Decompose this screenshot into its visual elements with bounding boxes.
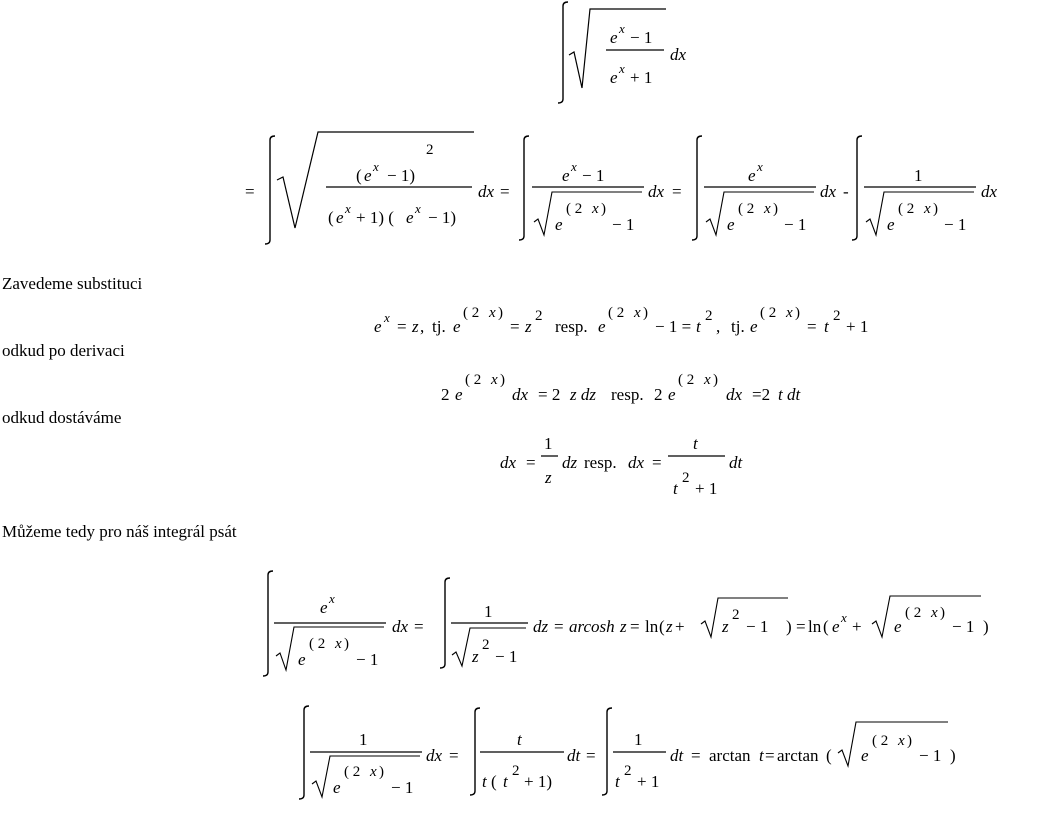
svg-text:e: e	[374, 317, 382, 336]
svg-text:e: e	[861, 746, 869, 765]
svg-text:=2: =2	[752, 385, 771, 404]
svg-text:( 2: ( 2	[463, 305, 480, 321]
svg-text:x: x	[491, 372, 498, 388]
word-tj-1: tj.	[432, 317, 446, 336]
svg-text:z: z	[722, 617, 729, 636]
svg-text:dt: dt	[729, 453, 743, 472]
formula-integral-arcosh	[263, 571, 989, 676]
svg-text:dx: dx	[648, 182, 665, 201]
svg-text:x: x	[592, 201, 599, 217]
word-resp-3: resp.	[584, 453, 617, 472]
svg-text:x: x	[786, 305, 793, 321]
svg-text:− 1: − 1	[612, 215, 635, 234]
formula-derivative	[441, 372, 801, 404]
svg-text:+ 1: + 1	[846, 317, 869, 336]
svg-text:): )	[795, 305, 800, 321]
svg-text:+ 1) (: + 1) (	[356, 208, 394, 227]
svg-text:e: e	[455, 385, 463, 404]
svg-text:− 1: − 1	[746, 617, 769, 636]
svg-text:=: =	[586, 746, 596, 765]
svg-text:=: =	[526, 453, 536, 472]
svg-text:=: =	[765, 746, 775, 765]
svg-text:− 1 =: − 1 =	[655, 317, 692, 336]
svg-text:e: e	[555, 215, 563, 234]
svg-text:2: 2	[682, 470, 690, 486]
svg-text:dx: dx	[628, 453, 645, 472]
word-arctan-1: arctan	[709, 746, 751, 765]
svg-text:t: t	[482, 772, 487, 791]
svg-text:+ 1): + 1)	[524, 772, 552, 791]
svg-text:− 1: − 1	[952, 617, 975, 636]
svg-text:2: 2	[833, 308, 841, 324]
svg-text:+ 1: + 1	[630, 68, 653, 87]
svg-text:x: x	[329, 591, 335, 606]
svg-text:1: 1	[634, 730, 643, 749]
svg-text:( 2: ( 2	[465, 372, 482, 388]
svg-text:z: z	[525, 317, 532, 336]
svg-text:x: x	[384, 310, 390, 325]
svg-text:− 1: − 1	[784, 215, 807, 234]
svg-text:+ 1: + 1	[695, 479, 718, 498]
svg-text:1: 1	[914, 166, 923, 185]
svg-text:z: z	[666, 617, 673, 636]
svg-text:=: =	[691, 746, 701, 765]
svg-text:): )	[643, 305, 648, 321]
svg-text:): )	[498, 305, 503, 321]
svg-text:t: t	[824, 317, 829, 336]
svg-text:( 2: ( 2	[898, 201, 915, 217]
svg-text:x: x	[335, 636, 342, 652]
svg-text:t dt: t dt	[778, 385, 801, 404]
text-substitution-intro: Zavedeme substituci	[2, 274, 143, 293]
svg-text:): )	[713, 372, 718, 388]
svg-text:x: x	[345, 201, 351, 216]
svg-text:− 1: − 1	[495, 647, 518, 666]
word-tj-2: tj.	[731, 317, 745, 336]
svg-text:− 1): − 1)	[387, 166, 415, 185]
svg-text:2: 2	[441, 385, 450, 404]
svg-text:): )	[601, 201, 606, 217]
svg-text:1: 1	[544, 434, 553, 453]
svg-text:e: e	[598, 317, 606, 336]
svg-text:z: z	[472, 647, 479, 666]
svg-text:x: x	[415, 201, 421, 216]
word-ln-1: ln	[645, 617, 659, 636]
svg-text:=: =	[449, 746, 459, 765]
svg-text:− 1: − 1	[582, 166, 605, 185]
svg-text:dz: dz	[562, 453, 578, 472]
svg-text:+: +	[675, 617, 685, 636]
svg-text:=: =	[510, 317, 520, 336]
svg-text:dt: dt	[670, 746, 684, 765]
svg-text:− 1: − 1	[391, 778, 414, 797]
svg-text:− 1: − 1	[630, 28, 653, 47]
svg-text:z: z	[545, 468, 552, 487]
word-resp-1: resp.	[555, 317, 588, 336]
svg-text:=: =	[796, 617, 806, 636]
svg-text:): )	[933, 201, 938, 217]
svg-text:e: e	[562, 166, 570, 185]
svg-text:dx: dx	[820, 182, 837, 201]
svg-text:): )	[379, 764, 384, 780]
svg-text:=: =	[652, 453, 662, 472]
text-integral-intro: Můžeme tedy pro náš integrál psát	[2, 522, 237, 541]
svg-text:2: 2	[624, 763, 632, 779]
svg-text:e: e	[364, 166, 372, 185]
svg-text:): )	[907, 733, 912, 749]
svg-text:-: -	[843, 182, 849, 201]
svg-text:e: e	[298, 650, 306, 669]
svg-text:): )	[950, 746, 956, 765]
formula-expansion	[245, 132, 998, 244]
svg-text:( 2: ( 2	[905, 605, 922, 621]
svg-text:): )	[983, 617, 989, 636]
svg-text:( 2: ( 2	[344, 764, 361, 780]
formula-dx	[500, 434, 744, 498]
svg-text:=: =	[397, 317, 407, 336]
text-obtain-intro: odkud dostáváme	[2, 408, 122, 427]
svg-text:+ 1: + 1	[637, 772, 660, 791]
svg-text:x: x	[924, 201, 931, 217]
svg-text:t: t	[503, 772, 508, 791]
svg-text:e: e	[894, 617, 902, 636]
svg-text:( 2: ( 2	[309, 636, 326, 652]
svg-text:+: +	[852, 617, 862, 636]
svg-text:x: x	[764, 201, 771, 217]
svg-text:x: x	[370, 764, 377, 780]
svg-text:x: x	[841, 610, 847, 625]
svg-text:( 2: ( 2	[566, 201, 583, 217]
svg-text:− 1: − 1	[944, 215, 967, 234]
svg-text:=: =	[414, 617, 424, 636]
svg-text:dx: dx	[726, 385, 743, 404]
svg-text:( 2: ( 2	[738, 201, 755, 217]
svg-text:=: =	[554, 617, 564, 636]
svg-text:− 1): − 1)	[428, 208, 456, 227]
svg-text:dx: dx	[512, 385, 529, 404]
svg-text:e: e	[610, 68, 618, 87]
svg-text:x: x	[898, 733, 905, 749]
svg-text:= 2: = 2	[538, 385, 561, 404]
svg-text:e: e	[668, 385, 676, 404]
svg-text:e: e	[453, 317, 461, 336]
svg-text:2: 2	[654, 385, 663, 404]
svg-text:2: 2	[482, 637, 490, 653]
svg-text:e: e	[832, 617, 840, 636]
svg-text:x: x	[634, 305, 641, 321]
svg-text:,: ,	[420, 317, 425, 336]
svg-text:(: (	[659, 617, 665, 636]
svg-text:t: t	[615, 772, 620, 791]
svg-text:x: x	[619, 21, 625, 36]
svg-text:2: 2	[732, 607, 740, 623]
svg-text:e: e	[727, 215, 735, 234]
svg-text:e: e	[887, 215, 895, 234]
svg-text:( 2: ( 2	[678, 372, 695, 388]
svg-text:2: 2	[512, 763, 520, 779]
svg-text:2: 2	[535, 308, 543, 324]
svg-text:x: x	[373, 159, 379, 174]
formula-original-integral	[558, 2, 687, 103]
svg-text:dz: dz	[533, 617, 549, 636]
svg-text:( 2: ( 2	[760, 305, 777, 321]
text-derivative-intro: odkud po derivaci	[2, 341, 125, 360]
svg-text:dx: dx	[426, 746, 443, 765]
svg-text:): )	[500, 372, 505, 388]
svg-text:e: e	[333, 778, 341, 797]
svg-text:=: =	[630, 617, 640, 636]
word-arcosh: arcosh	[569, 617, 615, 636]
svg-text:(: (	[328, 208, 334, 227]
svg-text:t: t	[517, 730, 522, 749]
svg-text:( 2: ( 2	[872, 733, 889, 749]
svg-text:x: x	[619, 61, 625, 76]
svg-text:(: (	[491, 772, 497, 791]
svg-text:dx: dx	[478, 182, 495, 201]
svg-text:1: 1	[359, 730, 368, 749]
svg-text:=: =	[500, 182, 510, 201]
svg-text:(: (	[356, 166, 362, 185]
svg-text:dx: dx	[500, 453, 517, 472]
svg-text:e: e	[406, 208, 414, 227]
svg-text:e: e	[320, 598, 328, 617]
svg-text:t: t	[696, 317, 701, 336]
svg-text:2: 2	[705, 308, 713, 324]
svg-text:): )	[773, 201, 778, 217]
svg-text:− 1: − 1	[919, 746, 942, 765]
svg-text:( 2: ( 2	[608, 305, 625, 321]
svg-text:z dz: z dz	[570, 385, 596, 404]
svg-text:): )	[940, 605, 945, 621]
svg-text:z: z	[620, 617, 627, 636]
svg-text:t: t	[693, 434, 698, 453]
svg-text:x: x	[931, 605, 938, 621]
svg-text:e: e	[750, 317, 758, 336]
svg-text:dx: dx	[670, 45, 687, 64]
svg-text:=: =	[245, 182, 255, 201]
svg-text:e: e	[336, 208, 344, 227]
svg-text:e: e	[610, 28, 618, 47]
word-arctan-2: arctan	[777, 746, 819, 765]
svg-text:=: =	[807, 317, 817, 336]
formula-substitution	[374, 305, 868, 336]
svg-text:dx: dx	[981, 182, 998, 201]
svg-text:1: 1	[484, 602, 493, 621]
svg-text:t: t	[759, 746, 764, 765]
svg-text:dx: dx	[392, 617, 409, 636]
svg-text:(: (	[823, 617, 829, 636]
svg-text:z: z	[412, 317, 419, 336]
svg-text:dt: dt	[567, 746, 581, 765]
svg-text:e: e	[748, 166, 756, 185]
svg-text:x: x	[571, 159, 577, 174]
svg-text:− 1: − 1	[356, 650, 379, 669]
svg-text:x: x	[757, 159, 763, 174]
svg-text:=: =	[672, 182, 682, 201]
svg-text:,: ,	[716, 317, 721, 336]
word-resp-2: resp.	[611, 385, 644, 404]
svg-text:t: t	[673, 479, 678, 498]
word-ln-2: ln	[808, 617, 822, 636]
svg-text:x: x	[489, 305, 496, 321]
formula-integral-arctan	[299, 706, 956, 799]
svg-text:): )	[786, 617, 792, 636]
svg-text:2: 2	[426, 142, 434, 158]
svg-text:x: x	[704, 372, 711, 388]
svg-text:): )	[344, 636, 349, 652]
svg-text:(: (	[826, 746, 832, 765]
